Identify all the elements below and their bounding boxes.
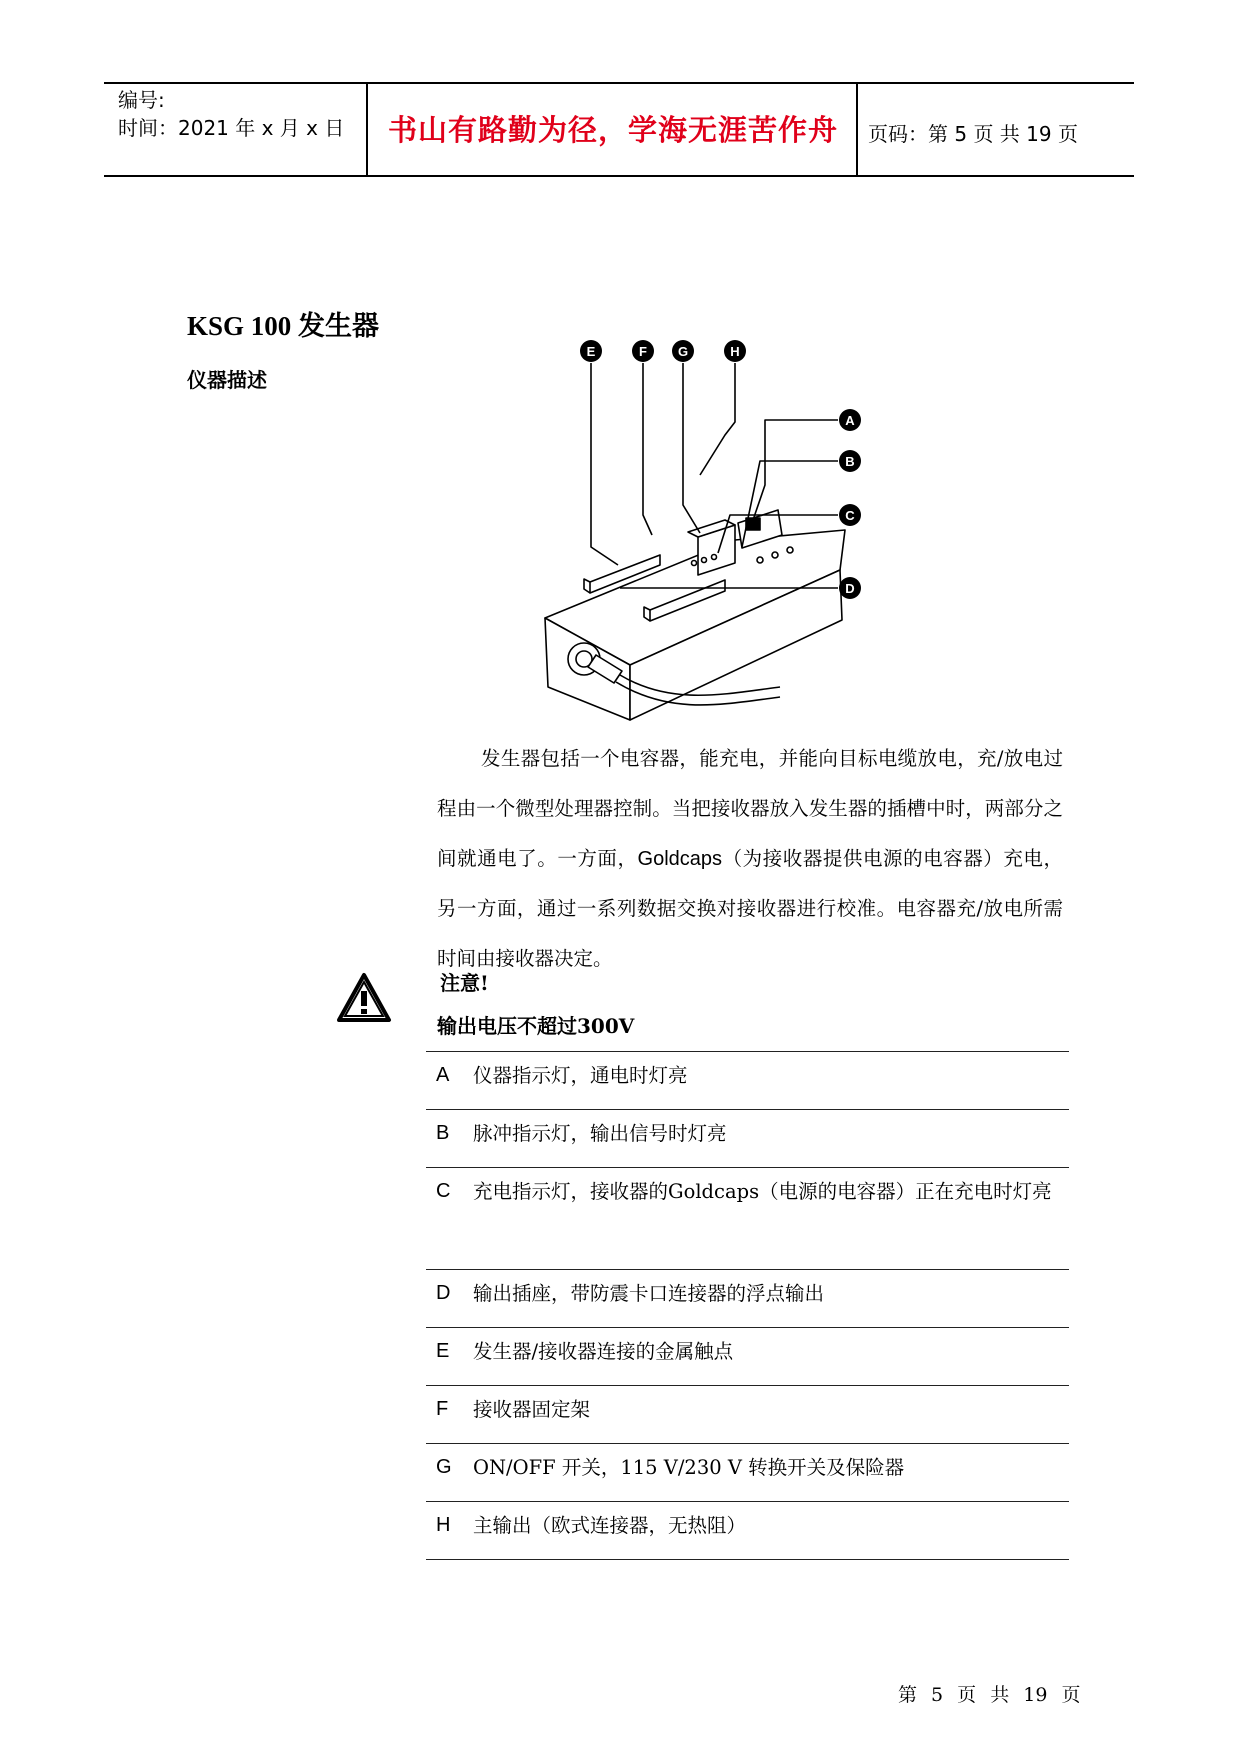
legend-text: 主输出（欧式连接器，无热阻）	[473, 1514, 747, 1537]
time-label: 时间：2021 年 x 月 x 日	[118, 116, 345, 140]
legend-row-d	[426, 1269, 1069, 1327]
legend-text: 仪器指示灯，通电时灯亮	[473, 1064, 688, 1087]
svg-text:G: G	[677, 344, 689, 359]
legend-letter: H	[436, 1514, 451, 1536]
callout-F	[632, 340, 654, 362]
svg-text:H: H	[730, 344, 740, 359]
legend-row-a	[426, 1051, 1069, 1109]
callout-C	[839, 504, 861, 526]
paragraph-part1: 发生器包括一个电容器，能充电，并能向目标电缆放电，充/放电过程由一个微型处理器控制。当把接收器放入发生器的插槽中时，两部分之间就通电了。一方面，	[437, 747, 1063, 870]
notice-text: 输出电压不超过300V	[437, 1014, 635, 1038]
legend-letter: G	[436, 1456, 452, 1478]
legend-row-b	[426, 1109, 1069, 1167]
svg-text:F: F	[639, 344, 647, 359]
legend-text: 接收器固定架	[473, 1398, 591, 1421]
svg-text:B: B	[845, 454, 855, 469]
svg-text:A: A	[845, 413, 855, 428]
header-motto: 书山有路勤为径，学海无涯苦作舟	[387, 113, 838, 147]
paragraph-part2: （为接收器提供电源的电容器）充电，另一方面，通过一系列数据交换对接收器进行校准。电容器充/放电所需时间由接收器决定。	[437, 847, 1063, 970]
legend-letter: C	[436, 1180, 451, 1202]
svg-text:C: C	[845, 508, 855, 523]
description-paragraph	[437, 734, 1063, 984]
legend-row-f	[426, 1385, 1069, 1443]
callout-A	[839, 409, 861, 431]
legend-row-e	[426, 1327, 1069, 1385]
legend-text: 充电指示灯，接收器的Goldcaps（电源的电容器）正在充电时灯亮	[473, 1180, 1052, 1203]
svg-text:D: D	[845, 581, 855, 596]
legend-letter: A	[436, 1064, 450, 1086]
legend-table	[426, 1051, 1069, 1560]
callout-E	[580, 340, 602, 362]
header-top-rule	[104, 82, 1134, 84]
page-footer: 第 5 页 共 19 页	[898, 1684, 1081, 1706]
legend-text: 发生器/接收器连接的金属触点	[473, 1340, 734, 1363]
legend-text: 脉冲指示灯，输出信号时灯亮	[473, 1122, 727, 1145]
notice-title: 注意!	[440, 971, 489, 995]
ksg100-device-diagram	[520, 344, 970, 725]
warning-triangle-icon	[336, 972, 392, 1024]
header-bottom-rule	[104, 175, 1134, 177]
legend-text: 输出插座，带防震卡口连接器的浮点输出	[473, 1282, 825, 1305]
legend-letter: D	[436, 1282, 451, 1304]
header-page-info: 页码：第 5 页 共 19 页	[868, 122, 1078, 146]
callout-B	[839, 450, 861, 472]
header-divider-2	[856, 82, 858, 176]
legend-letter: E	[436, 1340, 450, 1362]
legend-row-c	[426, 1167, 1069, 1269]
header-left	[118, 86, 344, 142]
callout-H	[724, 340, 746, 362]
legend-row-g	[426, 1443, 1069, 1501]
legend-row-h	[426, 1501, 1069, 1560]
legend-letter: B	[436, 1122, 450, 1144]
header-divider-1	[366, 82, 368, 176]
serial-label: 编号:	[118, 88, 165, 112]
legend-text: ON/OFF 开关，115 V/230 V 转换开关及保险器	[473, 1456, 905, 1479]
svg-text:E: E	[586, 344, 596, 359]
section-subtitle: 仪器描述	[187, 368, 267, 392]
paragraph-goldcaps: Goldcaps	[637, 848, 723, 870]
legend-letter: F	[436, 1398, 449, 1420]
page-title: KSG 100 发生器	[187, 311, 380, 341]
callout-D	[839, 577, 861, 599]
callout-G	[672, 340, 694, 362]
